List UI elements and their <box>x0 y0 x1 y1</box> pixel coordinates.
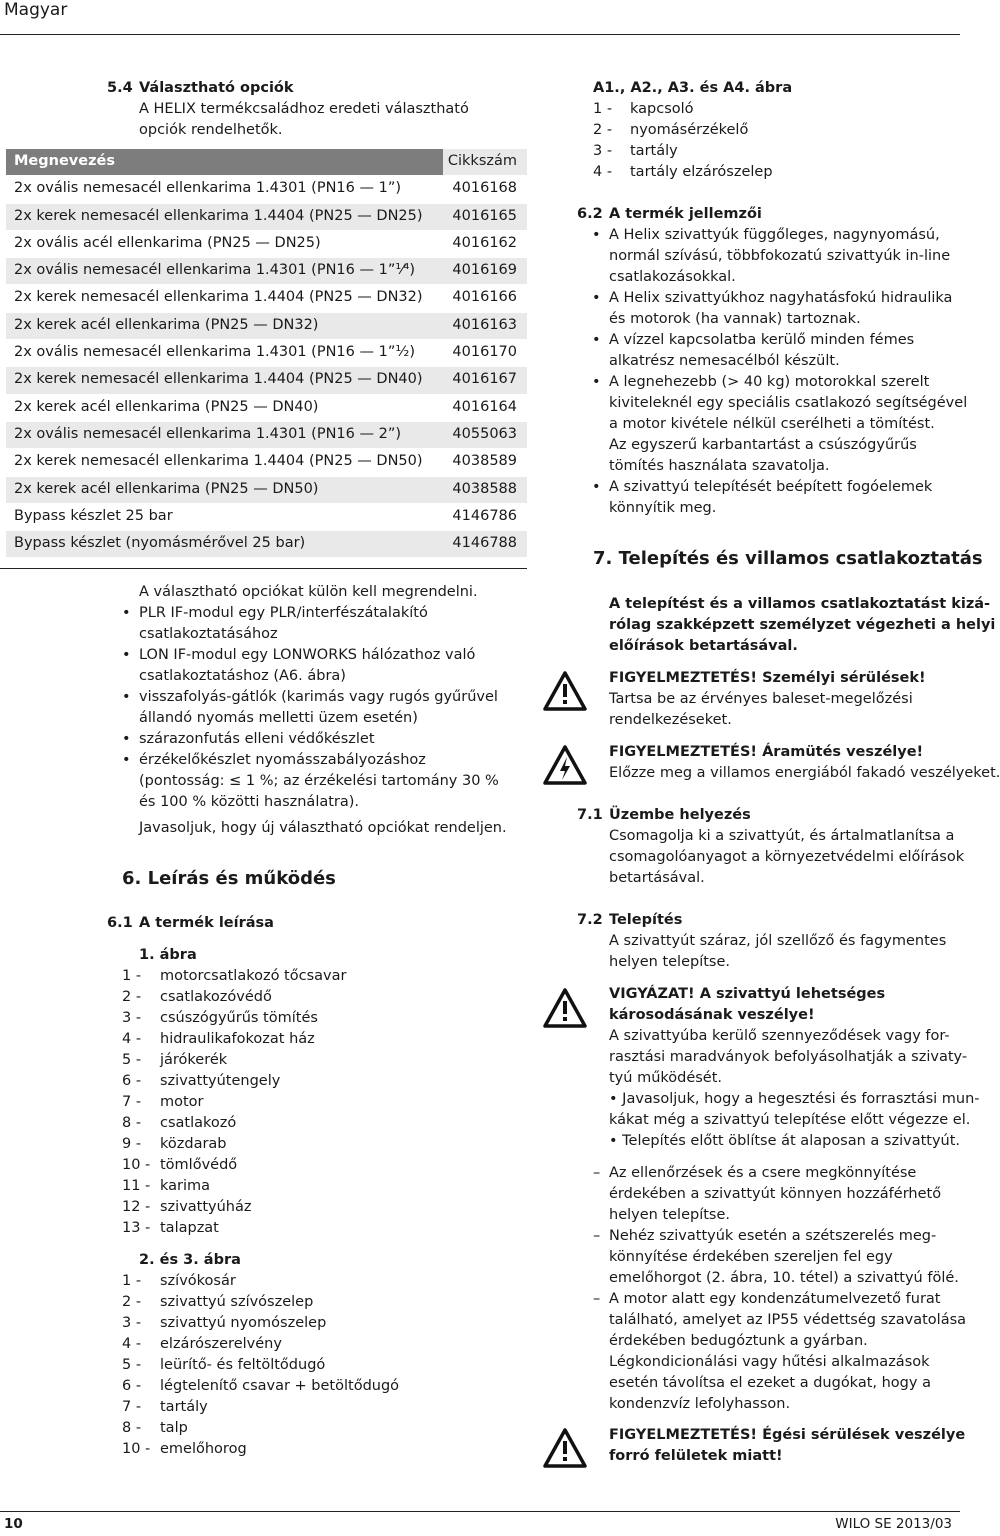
section-title: Telepítés <box>609 912 683 928</box>
fig23-title: 2. és 3. ábra <box>139 1252 241 1268</box>
fig1-item-label: csúszógyűrűs tömítés <box>160 1010 318 1026</box>
cell-name: 2x kerek nemesacél ellenkarima 1.4404 (PN25 — DN50) <box>14 453 423 470</box>
section-number: 5.4 <box>107 80 133 96</box>
warning-text-line: rendelkezéseket. <box>609 712 732 728</box>
figA-title: A1., A2., A3. és A4. ábra <box>593 80 793 96</box>
cell-name: 2x ovális nemesacél ellenkarima 1.4301 (PN16 — 1”) <box>14 180 401 197</box>
fig23-item-label: emelőhorog <box>160 1441 247 1457</box>
figA-item-num: 1 - <box>593 101 613 117</box>
cell-code: 4016169 <box>452 262 517 279</box>
table-row <box>6 477 527 504</box>
option-bullet-line: • érzékelőkészlet nyomásszabályozáshoz <box>139 750 426 771</box>
fig23-item-label: szívókosár <box>160 1273 236 1289</box>
fig1-item-num: 10 - <box>122 1157 151 1173</box>
dash-item-line: könnyítése érdekében szereljen fel egy <box>609 1249 893 1265</box>
warning-title: FIGYELMEZTETÉS! Áramütés veszélye! <box>609 744 924 760</box>
header-name: Megnevezés <box>14 153 115 169</box>
feature-bullet-line: • A vízzel kapcsolatba kerülő minden fémes <box>609 330 914 351</box>
table-row <box>6 231 527 258</box>
table-bottom-rule <box>0 568 527 569</box>
figA-item-num: 3 - <box>593 143 613 159</box>
table-row <box>6 449 527 476</box>
cell-code: 4016162 <box>452 234 517 251</box>
fig1-item-num: 13 - <box>122 1220 151 1236</box>
burn-warning-title-line: forró felületek miatt! <box>609 1448 783 1464</box>
caution-bullet-line: kákat még a szivattyú telepítése előtt végezze el. <box>609 1112 971 1128</box>
section-intro-line: opciók rendelhetők. <box>139 122 283 138</box>
feature-bullet-line: • A Helix szivattyúk függőleges, nagynyomású, <box>609 225 940 246</box>
table-row <box>6 204 527 231</box>
header-rule <box>0 34 960 35</box>
feature-bullet-line: tömítés használata szavatolja. <box>609 458 830 474</box>
caution-title-line: károsodásának veszélye! <box>609 1007 815 1023</box>
section-text-line: helyen telepítse. <box>609 954 730 970</box>
option-bullet-line: • PLR IF-modul egy PLR/interfészátalakító <box>139 603 428 624</box>
option-bullet-line: és 100 % közötti használatra). <box>139 794 360 810</box>
caution-bullet-line: • Telepítés előtt öblítse át alaposan a szivattyút. <box>609 1133 961 1149</box>
section-7-intro-line: előírások betartásával. <box>609 638 798 654</box>
cell-code: 4016164 <box>452 398 517 415</box>
caution-text-line: A szivattyúba kerülő szennyeződések vagy for- <box>609 1028 950 1044</box>
table-row <box>6 258 527 285</box>
cell-name: 2x ovális acél ellenkarima (PN25 — DN25) <box>14 234 321 251</box>
fig1-item-label: motor <box>160 1094 204 1110</box>
table-row <box>6 367 527 394</box>
section-text-line: csomagolóanyagot a környezetvédelmi előírások <box>609 849 965 865</box>
warning-text-line: Előzze meg a villamos energiából fakadó veszélyeket. <box>609 765 1000 781</box>
table-row <box>6 504 527 531</box>
cell-name: 2x kerek nemesacél ellenkarima 1.4404 (PN25 — DN25) <box>14 207 423 224</box>
cell-name: 2x kerek acél ellenkarima (PN25 — DN40) <box>14 398 319 415</box>
fig1-item-label: szivattyúház <box>160 1199 252 1215</box>
cell-name: 2x ovális nemesacél ellenkarima 1.4301 (PN16 — 1”¹⁄₂) <box>14 344 416 361</box>
options-note: A választható opciókat külön kell megrendelni. <box>139 584 478 600</box>
fig23-item-num: 2 - <box>122 1294 142 1310</box>
cell-code: 4016165 <box>452 207 517 224</box>
fig1-item-num: 3 - <box>122 1010 142 1026</box>
section-number: 7.1 <box>577 807 603 823</box>
figA-item-num: 4 - <box>593 164 613 180</box>
fig1-item-label: közdarab <box>160 1136 227 1152</box>
cell-code: 4038588 <box>452 480 517 497</box>
dash-marker: – <box>593 1165 601 1181</box>
fig1-item-num: 5 - <box>122 1052 142 1068</box>
caution-bullet-line: • Javasoljuk, hogy a hegesztési és forrasztási mun- <box>609 1091 980 1107</box>
burn-warning-icon <box>543 1428 587 1468</box>
cell-code: 4016166 <box>452 289 517 306</box>
table-row <box>6 422 527 449</box>
figA-item-label: nyomásérzékelő <box>630 122 749 138</box>
fig1-item-num: 12 - <box>122 1199 151 1215</box>
burn-warning-title-line: FIGYELMEZTETÉS! Égési sérülések veszélye <box>609 1427 966 1443</box>
fig1-item-label: motorcsatlakozó tőcsavar <box>160 968 347 984</box>
dash-marker: – <box>593 1291 601 1307</box>
table-row <box>6 340 527 367</box>
warning-text-line: Tartsa be az érvényes baleset-megelőzési <box>609 691 913 707</box>
section-title: Választható opciók <box>139 80 294 96</box>
fig1-item-num: 7 - <box>122 1094 142 1110</box>
cell-code: 4146788 <box>452 535 517 552</box>
header-code: Cikkszám <box>447 153 517 169</box>
fig23-item-label: szivattyú szívószelep <box>160 1294 314 1310</box>
option-bullet-line: csatlakoztatásához <box>139 626 278 642</box>
dash-item-line: emelőhorgot (2. ábra, 10. tétel) a szivattyú fölé. <box>609 1270 959 1286</box>
feature-bullet-line: könnyítik meg. <box>609 500 717 516</box>
cell-name: 2x ovális nemesacél ellenkarima 1.4301 (PN16 — 1”¹⁄⁴) <box>14 262 416 279</box>
dash-item-line: található, amelyet az IP55 védettség szavatolása <box>609 1312 967 1328</box>
fig23-item-label: leürítő- és feltöltődugó <box>160 1357 326 1373</box>
footer-brand: WILO SE 2013/03 <box>835 1516 952 1532</box>
feature-bullet-line: a motor kivétele nélkül cserélheti a tömítést. <box>609 416 935 432</box>
fig1-item-label: tömlővédő <box>160 1157 238 1173</box>
feature-bullet-line: kiviteleknél egy speciális csatlakozó segítségével <box>609 395 968 411</box>
fig23-item-num: 5 - <box>122 1357 142 1373</box>
fig23-item-label: tartály <box>160 1399 208 1415</box>
cell-name: Bypass készlet 25 bar <box>14 507 173 524</box>
caution-title-line: VIGYÁZAT! A szivattyú lehetséges <box>609 986 886 1002</box>
cell-code: 4055063 <box>452 425 517 442</box>
fig1-item-num: 11 - <box>122 1178 151 1194</box>
cell-name: 2x kerek nemesacél ellenkarima 1.4404 (PN25 — DN32) <box>14 289 423 306</box>
fig23-item-label: légtelenítő csavar + betöltődugó <box>160 1378 400 1394</box>
options-table <box>6 149 527 558</box>
figA-item-label: tartály elzárószelep <box>630 164 773 180</box>
figA-item-label: kapcsoló <box>630 101 694 117</box>
dash-item-line: Az ellenőrzések és a csere megkönnyítése <box>609 1165 917 1181</box>
section-title: A termék jellemzői <box>609 206 762 222</box>
caution-text-line: tyú működését. <box>609 1070 723 1086</box>
section-title: A termék leírása <box>139 915 274 931</box>
dash-item-line: helyen telepítse. <box>609 1207 730 1223</box>
table-row <box>6 313 527 340</box>
fig23-item-label: szivattyú nyomószelep <box>160 1315 327 1331</box>
section-text-line: A szivattyút száraz, jól szellőző és fagymentes <box>609 933 947 949</box>
feature-bullet-line: alkatrész nemesacélból készült. <box>609 353 840 369</box>
feature-bullet-line: és motorok (ha vannak) tartoznak. <box>609 311 861 327</box>
feature-bullet-line: Az egyszerű karbantartást a csúszógyűrűs <box>609 437 917 453</box>
cell-code: 4146786 <box>452 507 517 524</box>
warning-icon <box>543 671 587 711</box>
section-7-title: 7. Telepítés és villamos csatlakoztatás <box>593 548 983 569</box>
fig1-item-num: 1 - <box>122 968 142 984</box>
cell-code: 4016163 <box>452 316 517 333</box>
fig1-item-num: 2 - <box>122 989 142 1005</box>
cell-name: 2x kerek acél ellenkarima (PN25 — DN32) <box>14 316 319 333</box>
cell-code: 4038589 <box>452 453 517 470</box>
section-6-title: 6. Leírás és működés <box>122 868 336 889</box>
fig1-item-num: 4 - <box>122 1031 142 1047</box>
cell-code: 4016167 <box>452 371 517 388</box>
fig1-item-label: járókerék <box>160 1052 228 1068</box>
option-bullet-line: • LON IF-modul egy LONWORKS hálózathoz való <box>139 645 475 666</box>
section-7-intro-line: rólag szakképzett személyzet végezheti a helyi <box>609 617 996 633</box>
fig1-title: 1. ábra <box>139 947 197 963</box>
caution-icon <box>543 988 587 1028</box>
dash-item-line: érdekében a szivattyút könnyen hozzáférhető <box>609 1186 942 1202</box>
feature-bullet-line: • A szivattyú telepítését beépített fogóelemek <box>609 477 932 498</box>
table-row <box>6 285 527 312</box>
section-number: 7.2 <box>577 912 603 928</box>
figA-item-num: 2 - <box>593 122 613 138</box>
section-title: Üzembe helyezés <box>609 807 751 823</box>
cell-name: 2x ovális nemesacél ellenkarima 1.4301 (PN16 — 2”) <box>14 425 401 442</box>
page-number: 10 <box>4 1516 23 1532</box>
cell-name: Bypass készlet (nyomásmérővel 25 bar) <box>14 535 306 552</box>
option-bullet-line: (pontosság: ≤ 1 %; az érzékelési tartomány 30 % <box>139 773 499 789</box>
warning-title: FIGYELMEZTETÉS! Személyi sérülések! <box>609 670 926 686</box>
fig1-item-label: karima <box>160 1178 211 1194</box>
feature-bullet-line: csatlakozásokkal. <box>609 269 736 285</box>
feature-bullet-line: • A legnehezebb (> 40 kg) motorokkal szerelt <box>609 372 929 393</box>
dash-item-line: kondenzvíz lefolyhasson. <box>609 1396 791 1412</box>
figA-item-label: tartály <box>630 143 678 159</box>
dash-marker: – <box>593 1228 601 1244</box>
cell-name: 2x kerek acél ellenkarima (PN25 — DN50) <box>14 480 319 497</box>
option-bullet-line: • visszafolyás-gátlók (karimás vagy rugós gyűrűvel <box>139 687 498 708</box>
fig23-item-num: 3 - <box>122 1315 142 1331</box>
fig23-item-num: 8 - <box>122 1420 142 1436</box>
fig1-item-num: 8 - <box>122 1115 142 1131</box>
section-text-line: Csomagolja ki a szivattyút, és ártalmatlanítsa a <box>609 828 955 844</box>
cell-name: 2x kerek nemesacél ellenkarima 1.4404 (PN25 — DN40) <box>14 371 423 388</box>
section-text-line: betartásával. <box>609 870 705 886</box>
options-recommendation: Javasoljuk, hogy új választható opciókat rendeljen. <box>139 820 507 836</box>
fig1-item-label: csatlakozóvédő <box>160 989 272 1005</box>
fig1-item-label: szivattyútengely <box>160 1073 281 1089</box>
option-bullet-line: csatlakoztatáshoz (A6. ábra) <box>139 668 346 684</box>
fig23-item-label: talp <box>160 1420 188 1436</box>
electric-hazard-icon <box>543 745 587 785</box>
section-number: 6.2 <box>577 206 603 222</box>
fig23-item-num: 4 - <box>122 1336 142 1352</box>
table-row <box>6 531 527 558</box>
section-number: 6.1 <box>107 915 133 931</box>
dash-item-line: érdekében bedugóztunk a gyárban. <box>609 1333 868 1349</box>
cell-code: 4016168 <box>452 180 517 197</box>
fig1-item-label: hidraulikafokozat ház <box>160 1031 315 1047</box>
fig1-item-label: talapzat <box>160 1220 219 1236</box>
option-bullet-line: állandó nyomás melletti üzem esetén) <box>139 710 418 726</box>
caution-text-line: rasztási maradványok befolyásolhatják a szivaty- <box>609 1049 968 1065</box>
fig1-item-num: 6 - <box>122 1073 142 1089</box>
dash-item-line: A motor alatt egy kondenzátumelvezető furat <box>609 1291 941 1307</box>
table-row <box>6 176 527 203</box>
fig23-item-num: 7 - <box>122 1399 142 1415</box>
section-7-intro-line: A telepítést és a villamos csatlakoztatást kizá- <box>609 596 991 612</box>
section-intro-line: A HELIX termékcsaládhoz eredeti választható <box>139 101 469 117</box>
dash-item-line: Légkondicionálási vagy hűtési alkalmazások <box>609 1354 930 1370</box>
fig23-item-label: elzárószerelvény <box>160 1336 282 1352</box>
table-header-row <box>6 149 527 176</box>
option-bullet-line: • szárazonfutás elleni védőkészlet <box>139 729 375 750</box>
fig23-item-num: 6 - <box>122 1378 142 1394</box>
feature-bullet-line: normál szívású, többfokozatú szivattyúk in-line <box>609 248 951 264</box>
cell-code: 4016170 <box>452 344 517 361</box>
footer-rule <box>0 1511 960 1512</box>
fig23-item-num: 1 - <box>122 1273 142 1289</box>
table-row <box>6 395 527 422</box>
fig1-item-label: csatlakozó <box>160 1115 237 1131</box>
dash-item-line: esetén távolítsa el ezeket a dugókat, hogy a <box>609 1375 931 1391</box>
dash-item-line: Nehéz szivattyúk esetén a szétszerelés meg- <box>609 1228 937 1244</box>
language-label: Magyar <box>4 0 68 20</box>
feature-bullet-line: • A Helix szivattyúkhoz nagyhatásfokú hidraulika <box>609 288 952 309</box>
fig23-item-num: 10 - <box>122 1441 151 1457</box>
fig1-item-num: 9 - <box>122 1136 142 1152</box>
